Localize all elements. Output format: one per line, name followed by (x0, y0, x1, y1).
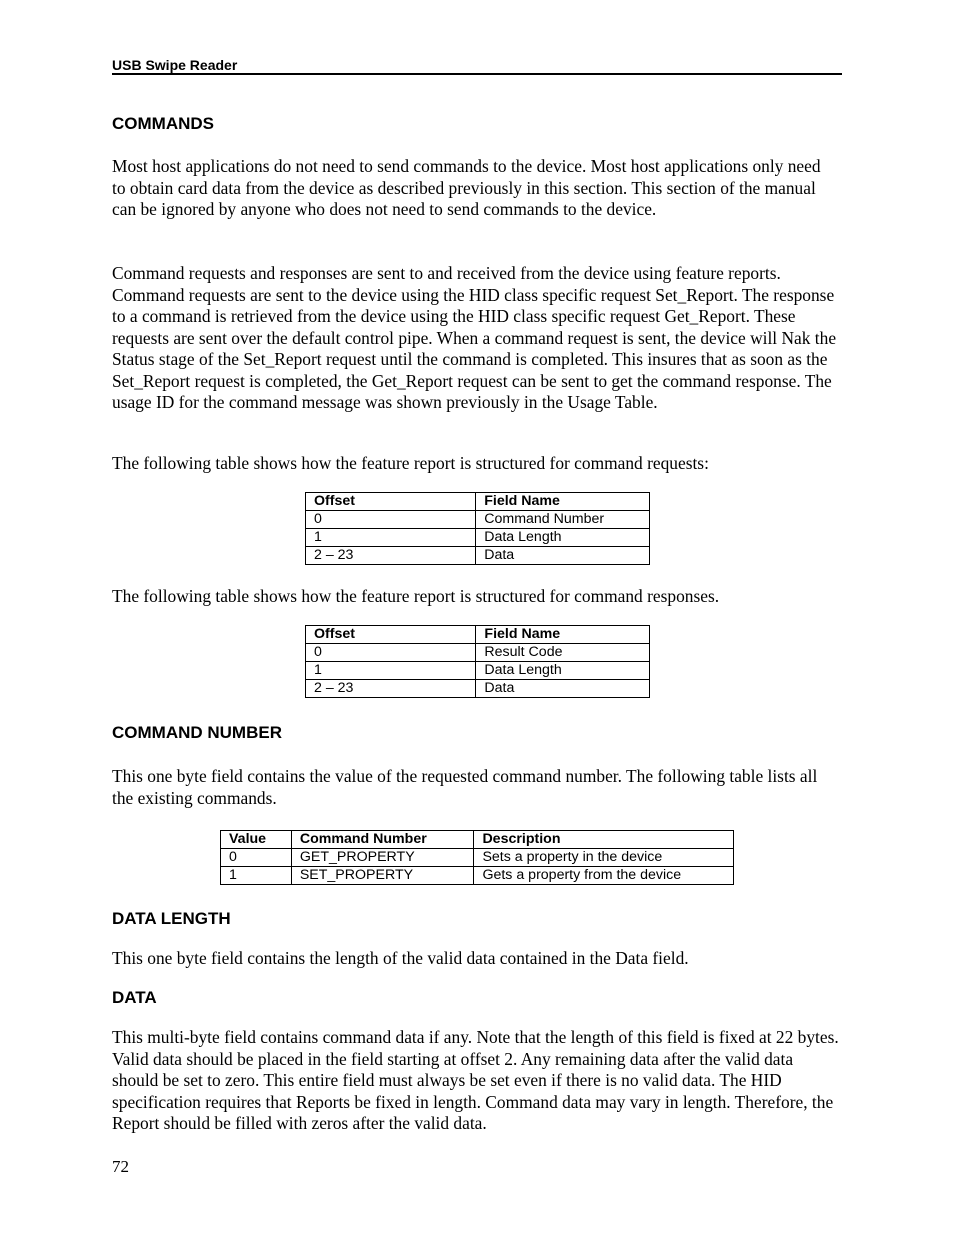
column-header: Value (221, 831, 292, 849)
commands-table (220, 830, 734, 885)
table-header-row (221, 831, 734, 849)
table-cell: Sets a property in the device (474, 849, 734, 867)
table-cell: 2 – 23 (306, 547, 476, 565)
table-cell: 1 (221, 867, 292, 885)
request-table (305, 492, 650, 565)
response-table (305, 625, 650, 698)
column-header: Description (474, 831, 734, 849)
data-length-paragraph: This one byte field contains the length of the valid data contained in the Data field. (112, 948, 689, 968)
table-cell: 0 (221, 849, 292, 867)
heading-command-number: COMMAND NUMBER (112, 723, 282, 742)
table-cell: 2 – 23 (306, 680, 476, 698)
table-cell: Data Length (476, 662, 650, 680)
table-cell: 0 (306, 511, 476, 529)
heading-data: DATA (112, 988, 157, 1007)
table-row (221, 849, 734, 867)
column-header: Field Name (476, 626, 650, 644)
table-cell: 1 (306, 529, 476, 547)
table-row (306, 662, 650, 680)
table-row (306, 644, 650, 662)
commands-paragraph-4: The following table shows how the feature report is structured for command responses. (112, 586, 720, 606)
table-header-row (306, 626, 650, 644)
table-header-row (306, 493, 650, 511)
table-row (221, 867, 734, 885)
column-header: Offset (306, 493, 476, 511)
table-cell: 0 (306, 644, 476, 662)
running-header: USB Swipe Reader (112, 57, 842, 75)
column-header: Field Name (476, 493, 650, 511)
table-cell: Gets a property from the device (474, 867, 734, 885)
table-row (306, 511, 650, 529)
table-cell: Data Length (476, 529, 650, 547)
commands-paragraph-1: Most host applications do not need to send commands to the device. Most host applications only need to obtain card data from the device as described previously in this section. This section of the manual can be ignored by anyone who does not need to send commands to the device. (112, 156, 821, 219)
table-row (306, 529, 650, 547)
page-number: 72 (112, 1157, 129, 1176)
commands-paragraph-2: Command requests and responses are sent to and received from the device using feature reports. Command requests are sent to the device using the HID class specific request Set_Report. The response to a command is retrieved from the device using the HID class specific request Get_Report. These requests are sent over the default control pipe. When a command request is sent, the device will Nak the Status stage of the Set_Report request until the command is completed. This insures that as soon as the Set_Report request is completed, the Get_Report request can be sent to get the command response. The usage ID for the command message was shown previously in the Usage Table. (112, 263, 837, 412)
table-row (306, 680, 650, 698)
table-cell: 1 (306, 662, 476, 680)
table-cell: GET_PROPERTY (291, 849, 474, 867)
table-cell: Data (476, 680, 650, 698)
table-cell: Command Number (476, 511, 650, 529)
commands-paragraph-3: The following table shows how the feature report is structured for command requests: (112, 453, 709, 473)
table-cell: SET_PROPERTY (291, 867, 474, 885)
column-header: Command Number (291, 831, 474, 849)
data-paragraph: This multi-byte field contains command data if any. Note that the length of this field is fixed at 22 bytes. Valid data should be placed in the field starting at offset 2. Any remaining data after the valid data should be set to zero. This entire field must always be set even if there is no valid data. The HID specification requires that Reports be fixed in length. Command data may vary in length. Therefore, the Report should be filled with zeros after the valid data. (112, 1027, 839, 1133)
column-header: Offset (306, 626, 476, 644)
command-number-paragraph: This one byte field contains the value of the requested command number. The following table lists all the existing commands. (112, 766, 818, 808)
table-cell: Data (476, 547, 650, 565)
heading-data-length: DATA LENGTH (112, 909, 231, 928)
heading-commands: COMMANDS (112, 114, 214, 133)
table-row (306, 547, 650, 565)
table-cell: Result Code (476, 644, 650, 662)
